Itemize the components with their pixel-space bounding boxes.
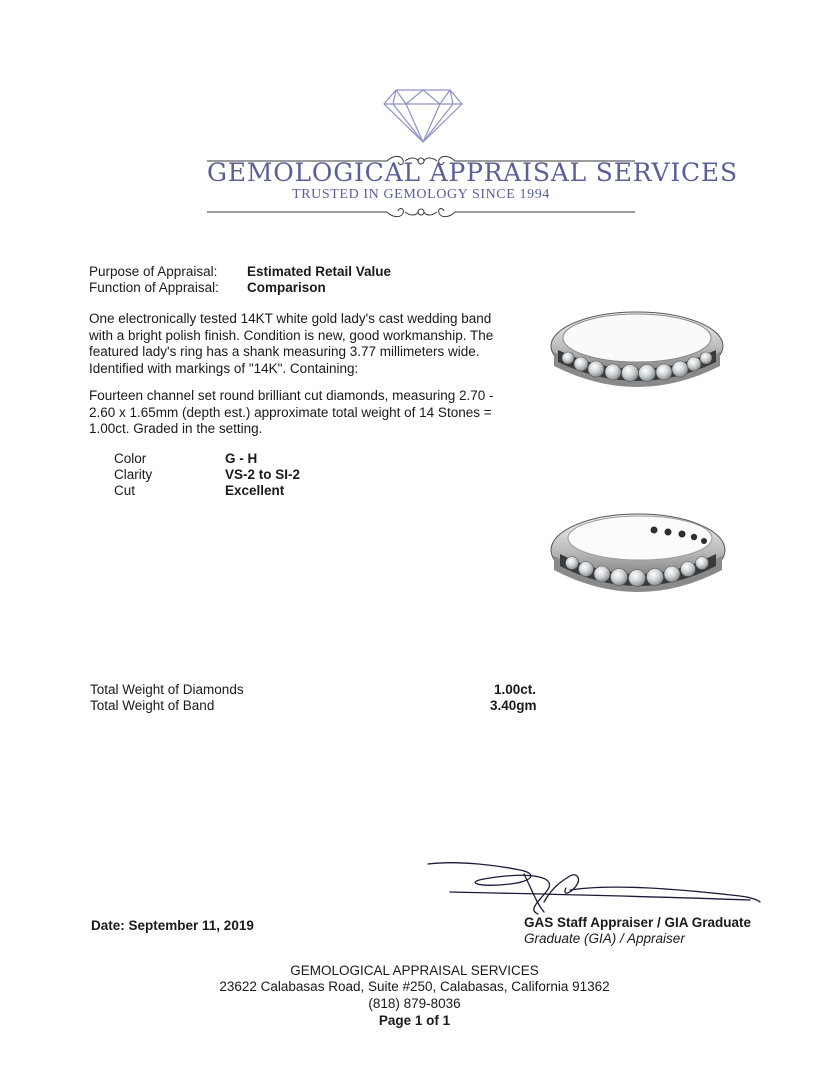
appraiser-title: GAS Staff Appraiser / GIA Graduate [524, 915, 752, 930]
total-band-label: Total Weight of Band [90, 698, 215, 713]
footer-address: 23622 Calabasas Road, Suite #250, Calabasas, California 91362 [219, 979, 610, 994]
grade-label-cut: Cut [114, 483, 136, 498]
company-tagline: TRUSTED IN GEMOLOGY SINCE 1994 [292, 187, 550, 202]
header-ornament-bottom [207, 204, 635, 220]
diamond-description: Fourteen channel set round brilliant cut diamonds, measuring 2.70 - 2.60 x 1.65mm (depth est.) approximate total weight of 14 Stones = 1.00ct. Graded in the setting. [89, 388, 494, 436]
function-label: Function of Appraisal: [89, 280, 219, 295]
total-diamonds-value: 1.00ct. [494, 682, 537, 697]
total-band-value: 3.40gm [490, 698, 537, 713]
grade-value-cut: Excellent [225, 483, 285, 498]
company-name: GEMOLOGICAL APPRAISAL SERVICES [207, 158, 738, 187]
appraiser-signature [420, 852, 770, 922]
grade-label-color: Color [114, 451, 147, 466]
purpose-label: Purpose of Appraisal: [89, 264, 218, 279]
ring-photo-angle [548, 510, 728, 596]
page-number: Page 1 of 1 [378, 1013, 451, 1028]
grade-value-color: G - H [225, 451, 258, 466]
grade-label-clarity: Clarity [114, 467, 153, 482]
ring-photo-front [548, 308, 726, 392]
purpose-value: Estimated Retail Value [247, 264, 392, 279]
grade-value-clarity: VS-2 to SI-2 [225, 467, 301, 482]
ring-description: One electronically tested 14KT white gold lady's cast wedding band with a bright polish finish. Condition is new, good workmanship. The featured lady's ring has a shank measuring 3.77 millimeters wide. Identified with markings of "14K". Containing: [89, 311, 494, 376]
total-diamonds-label: Total Weight of Diamonds [90, 682, 244, 697]
footer-company: GEMOLOGICAL APPRAISAL SERVICES [290, 963, 539, 978]
diamond-icon [382, 88, 464, 144]
appraisal-date: Date: September 11, 2019 [91, 918, 254, 933]
appraiser-subtitle: Graduate (GIA) / Appraiser [524, 931, 685, 946]
function-value: Comparison [247, 280, 326, 295]
footer-phone: (818) 879-8036 [368, 996, 461, 1011]
